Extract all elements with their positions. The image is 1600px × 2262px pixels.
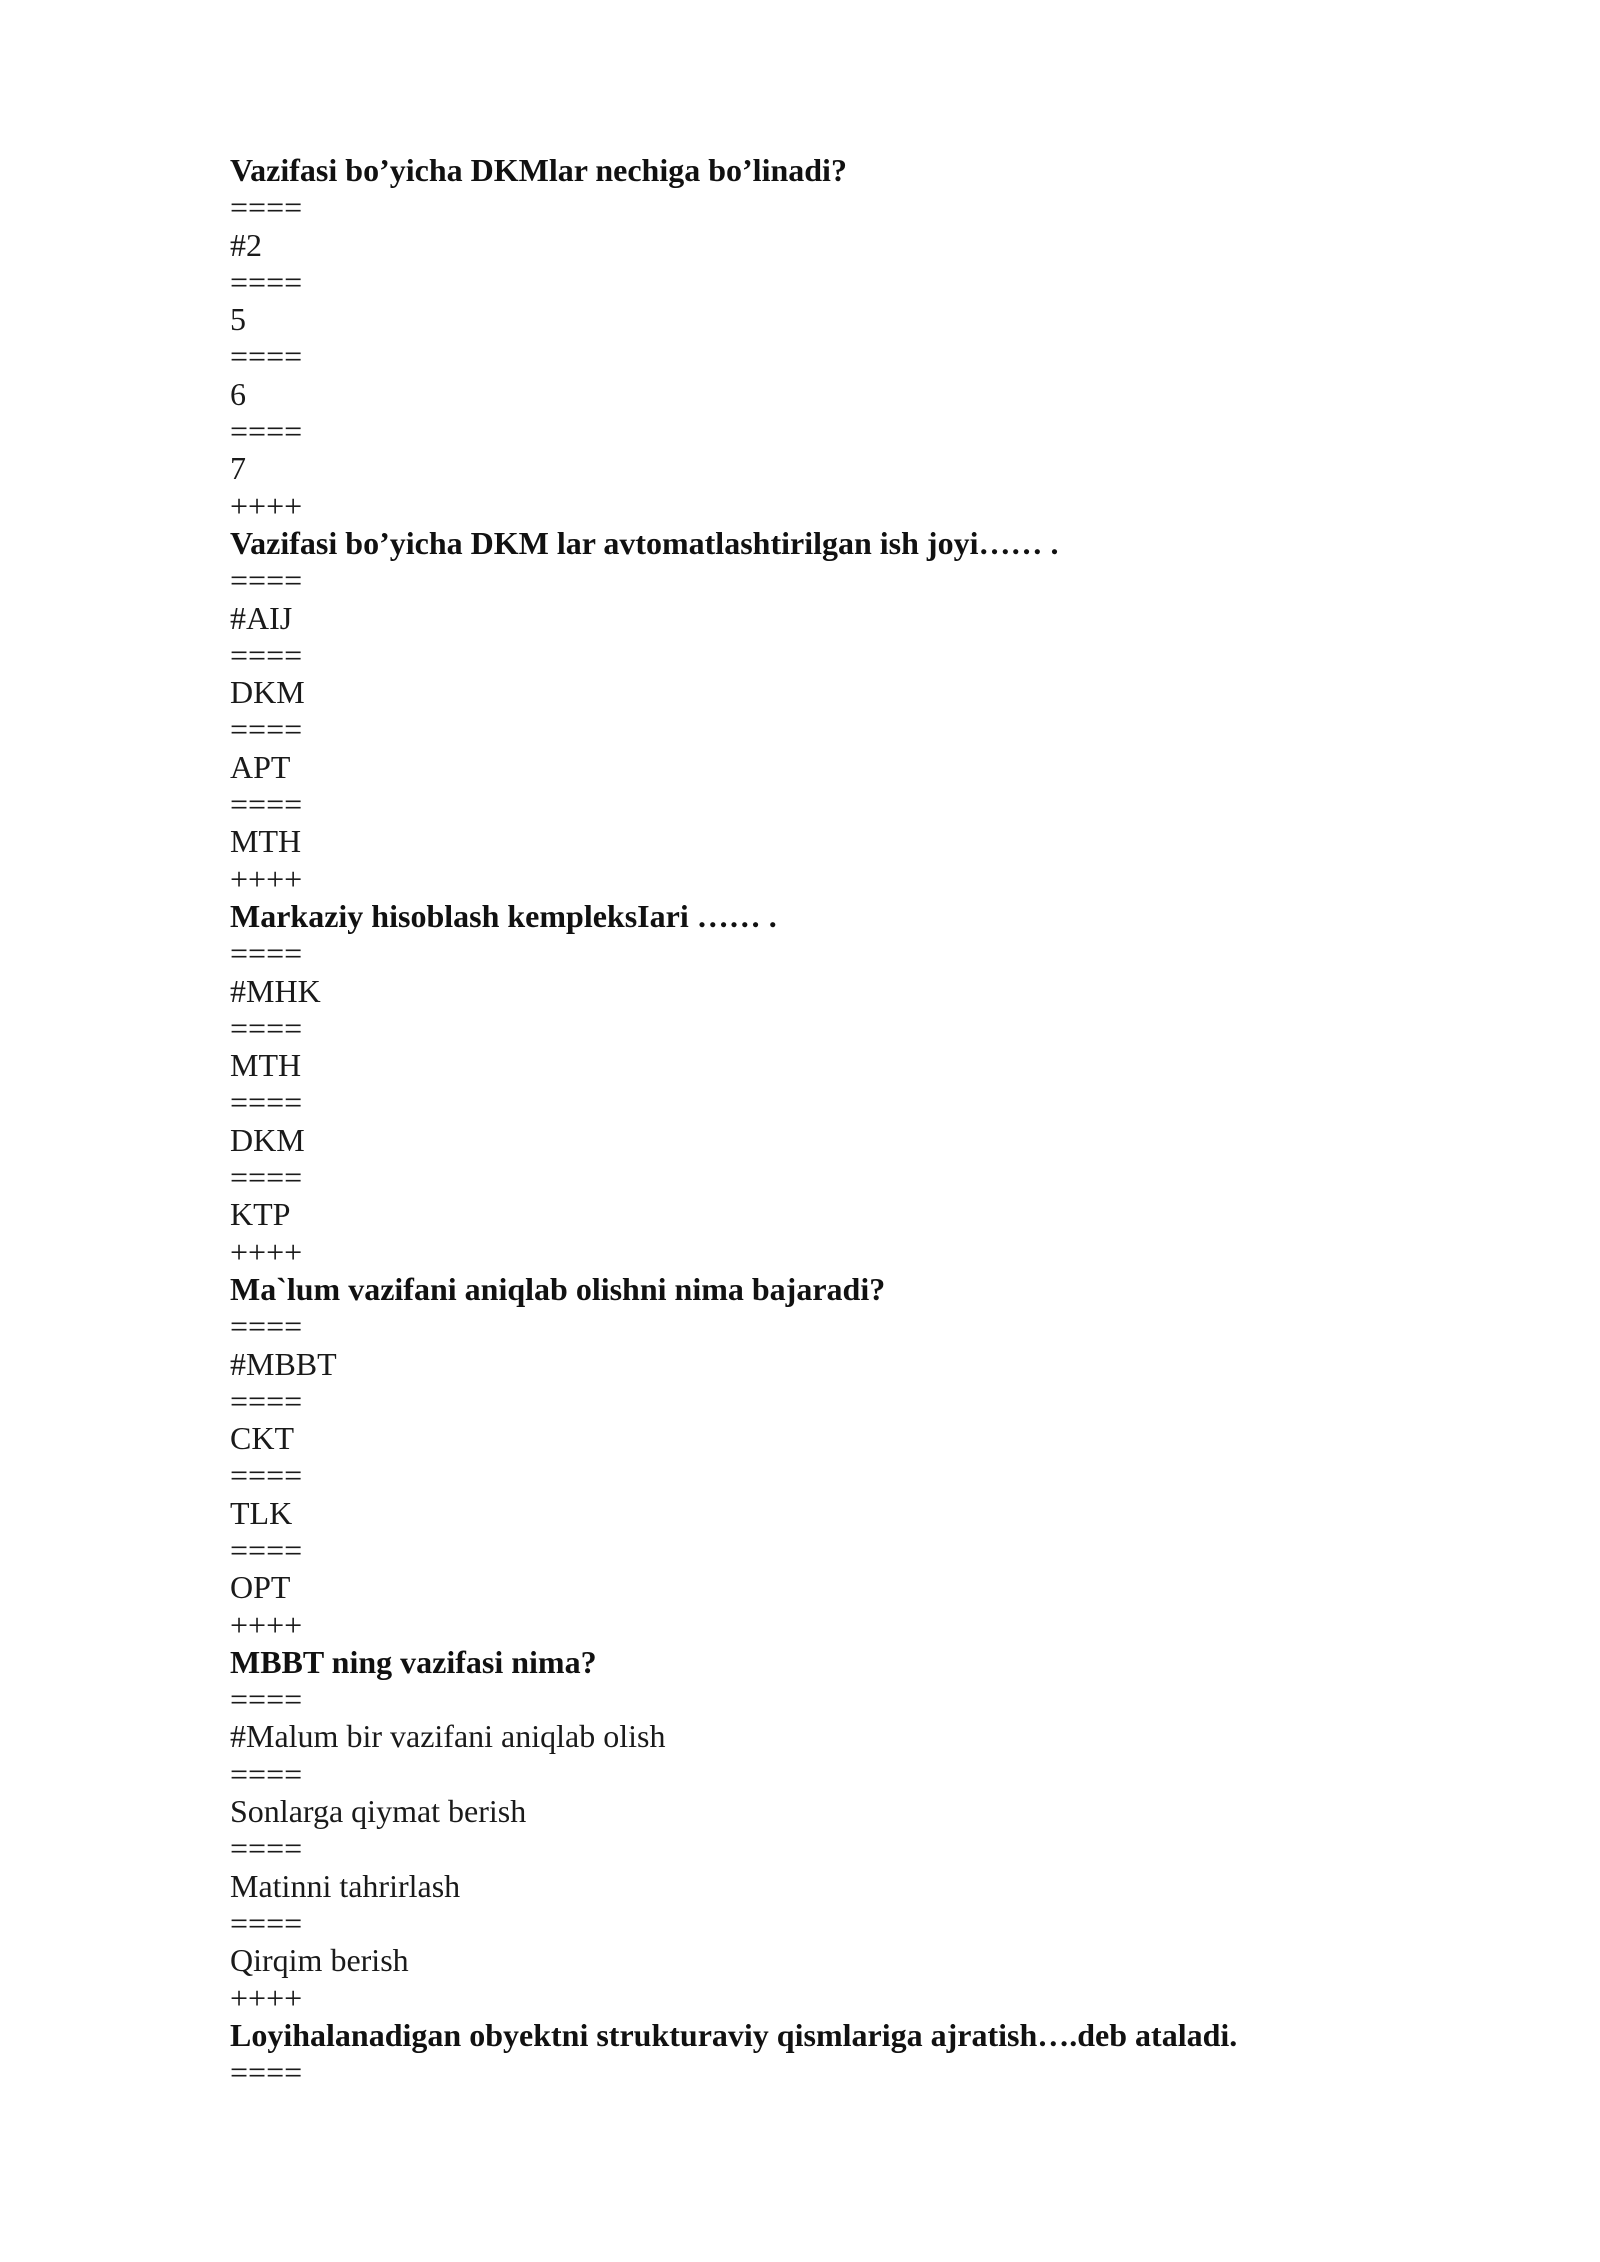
answer-option: APT <box>230 748 291 785</box>
answer-option: MTH <box>230 823 302 860</box>
question-terminator: ++++ <box>230 1979 303 2016</box>
option-separator: ==== <box>230 1308 303 1345</box>
correct-answer-option: #MHK <box>230 972 321 1009</box>
question-terminator: ++++ <box>230 1606 303 1643</box>
answer-option: OPT <box>230 1569 291 1606</box>
answer-option: MTH <box>230 1047 302 1084</box>
answer-option: KTP <box>230 1196 291 1233</box>
answer-option: 7 <box>230 450 246 487</box>
option-separator: ==== <box>230 1681 303 1718</box>
correct-answer-option: #AIJ <box>230 599 293 636</box>
answer-option: TLK <box>230 1494 293 1531</box>
option-separator: ==== <box>230 935 303 972</box>
option-separator: ==== <box>230 1159 303 1196</box>
answer-option: CKT <box>230 1420 294 1457</box>
option-separator: ==== <box>230 1084 303 1121</box>
question-text: Loyihalanadigan obyektni strukturaviy qismlariga ajratish….deb ataladi. <box>230 2016 1238 2053</box>
option-separator: ==== <box>230 1531 303 1568</box>
option-separator: ==== <box>230 189 303 226</box>
option-separator: ==== <box>230 338 303 375</box>
document-page <box>230 152 1430 2091</box>
answer-option: 6 <box>230 375 246 412</box>
option-separator: ==== <box>230 1009 303 1046</box>
question-terminator: ++++ <box>230 860 303 897</box>
option-separator: ==== <box>230 1755 303 1792</box>
option-separator: ==== <box>230 786 303 823</box>
answer-option: Qirqim berish <box>230 1942 409 1979</box>
answer-option: DKM <box>230 674 305 711</box>
option-separator: ==== <box>230 2054 303 2091</box>
option-separator: ==== <box>230 413 303 450</box>
question-text: Markaziy hisoblash kempleksIari …… . <box>230 897 777 934</box>
question-text: Ma`lum vazifani aniqlab olishni nima bajaradi? <box>230 1270 886 1307</box>
question-terminator: ++++ <box>230 1233 303 1270</box>
question-text: MBBT ning vazifasi nima? <box>230 1643 597 1680</box>
option-separator: ==== <box>230 1457 303 1494</box>
correct-answer-option: #MBBT <box>230 1345 337 1382</box>
option-separator: ==== <box>230 1904 303 1941</box>
answer-option: 5 <box>230 301 246 338</box>
question-text: Vazifasi bo’yicha DKM lar avtomatlashtirilgan ish joyi…… . <box>230 524 1059 561</box>
answer-option: Matinni tahrirlash <box>230 1867 461 1904</box>
option-separator: ==== <box>230 1830 303 1867</box>
option-separator: ==== <box>230 562 303 599</box>
correct-answer-option: #Malum bir vazifani aniqlab olish <box>230 1718 666 1755</box>
option-separator: ==== <box>230 636 303 673</box>
correct-answer-option: #2 <box>230 226 262 263</box>
option-separator: ==== <box>230 263 303 300</box>
option-separator: ==== <box>230 711 303 748</box>
question-text: Vazifasi bo’yicha DKMlar nechiga bo’linadi? <box>230 152 847 188</box>
answer-option: Sonlarga qiymat berish <box>230 1793 527 1830</box>
answer-option: DKM <box>230 1121 305 1158</box>
question-terminator: ++++ <box>230 487 303 524</box>
option-separator: ==== <box>230 1382 303 1419</box>
